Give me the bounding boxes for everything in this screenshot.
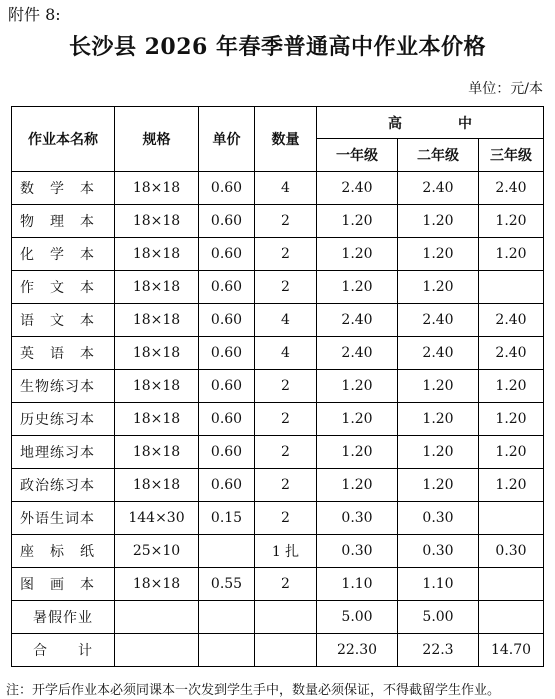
cell-grade-2: 1.20 xyxy=(398,469,479,502)
header-name: 作业本名称 xyxy=(12,107,115,172)
header-high-school: 高 中 xyxy=(317,107,544,139)
cell-price: 0.60 xyxy=(199,304,255,337)
cell-quantity: 2 xyxy=(255,205,317,238)
cell-spec: 18×18 xyxy=(115,436,199,469)
header-spec: 规格 xyxy=(115,107,199,172)
cell-grade-3: 1.20 xyxy=(479,403,544,436)
cell-spec: 18×18 xyxy=(115,238,199,271)
cell-quantity: 4 xyxy=(255,304,317,337)
cell-grade-1: 22.30 xyxy=(317,634,398,667)
empty-cell xyxy=(115,634,199,667)
cell-grade-3: 1.20 xyxy=(479,205,544,238)
cell-price: 0.60 xyxy=(199,370,255,403)
cell-grade-1: 1.20 xyxy=(317,469,398,502)
table-row xyxy=(12,502,544,535)
cell-quantity: 2 xyxy=(255,238,317,271)
cell-grade-3: 14.70 xyxy=(479,634,544,667)
cell-price: 0.60 xyxy=(199,205,255,238)
cell-quantity: 2 xyxy=(255,403,317,436)
cell-name: 合 计 xyxy=(12,634,115,667)
cell-grade-3: 1.20 xyxy=(479,469,544,502)
cell-grade-2: 1.10 xyxy=(398,568,479,601)
empty-cell xyxy=(255,634,317,667)
cell-quantity: 2 xyxy=(255,568,317,601)
cell-grade-1: 1.20 xyxy=(317,205,398,238)
header-price: 单价 xyxy=(199,107,255,172)
cell-grade-3: 2.40 xyxy=(479,304,544,337)
cell-quantity: 2 xyxy=(255,436,317,469)
cell-price: 0.60 xyxy=(199,469,255,502)
cell-name: 历史练习本 xyxy=(12,403,115,436)
empty-cell xyxy=(199,601,255,634)
cell-grade-1: 1.20 xyxy=(317,403,398,436)
table-row xyxy=(12,436,544,469)
cell-spec: 18×18 xyxy=(115,205,199,238)
cell-grade-3: 2.40 xyxy=(479,337,544,370)
cell-name: 座 标 纸 xyxy=(12,535,115,568)
cell-price: 0.60 xyxy=(199,271,255,304)
cell-spec: 18×18 xyxy=(115,304,199,337)
price-table xyxy=(11,106,544,667)
cell-grade-1: 1.20 xyxy=(317,436,398,469)
cell-price: 0.60 xyxy=(199,337,255,370)
cell-spec: 18×18 xyxy=(115,568,199,601)
cell-grade-2: 0.30 xyxy=(398,502,479,535)
cell-name: 语 文 本 xyxy=(12,304,115,337)
cell-grade-2: 1.20 xyxy=(398,271,479,304)
cell-name: 政治练习本 xyxy=(12,469,115,502)
cell-price: 0.15 xyxy=(199,502,255,535)
table-row xyxy=(12,337,544,370)
cell-name: 数 学 本 xyxy=(12,172,115,205)
cell-grade-3: 2.40 xyxy=(479,172,544,205)
header-grade-1: 一年级 xyxy=(317,139,398,172)
cell-spec: 18×18 xyxy=(115,403,199,436)
cell-grade-3: 0.30 xyxy=(479,535,544,568)
cell-grade-3 xyxy=(479,271,544,304)
cell-name: 地理练习本 xyxy=(12,436,115,469)
table-row xyxy=(12,370,544,403)
table-row xyxy=(12,535,544,568)
cell-price: 0.60 xyxy=(199,238,255,271)
cell-name: 化 学 本 xyxy=(12,238,115,271)
empty-cell xyxy=(199,634,255,667)
cell-grade-2: 2.40 xyxy=(398,337,479,370)
table-row xyxy=(12,568,544,601)
unit-label: 单位：元/本 xyxy=(468,81,543,97)
cell-grade-1: 2.40 xyxy=(317,304,398,337)
cell-quantity: 2 xyxy=(255,502,317,535)
page-title: 长沙县 2026 年春季普通高中作业本价格 xyxy=(68,34,487,60)
cell-grade-1: 0.30 xyxy=(317,502,398,535)
cell-quantity: 2 xyxy=(255,370,317,403)
cell-spec: 144×30 xyxy=(115,502,199,535)
table-row xyxy=(12,238,544,271)
cell-spec: 25×10 xyxy=(115,535,199,568)
cell-price: 0.60 xyxy=(199,172,255,205)
cell-grade-1: 1.20 xyxy=(317,271,398,304)
total-row xyxy=(12,634,544,667)
cell-grade-1: 1.20 xyxy=(317,238,398,271)
cell-name: 英 语 本 xyxy=(12,337,115,370)
cell-spec: 18×18 xyxy=(115,337,199,370)
table-row xyxy=(12,469,544,502)
cell-grade-1: 1.20 xyxy=(317,370,398,403)
cell-name: 图 画 本 xyxy=(12,568,115,601)
cell-quantity: 1 扎 xyxy=(255,535,317,568)
cell-name: 作 文 本 xyxy=(12,271,115,304)
cell-grade-1: 2.40 xyxy=(317,172,398,205)
cell-grade-3: 1.20 xyxy=(479,370,544,403)
table-row xyxy=(12,271,544,304)
cell-price xyxy=(199,535,255,568)
cell-grade-2: 1.20 xyxy=(398,436,479,469)
table-row xyxy=(12,205,544,238)
cell-grade-2: 1.20 xyxy=(398,403,479,436)
table-row xyxy=(12,172,544,205)
cell-name: 外语生词本 xyxy=(12,502,115,535)
cell-grade-3 xyxy=(479,568,544,601)
cell-grade-2: 1.20 xyxy=(398,205,479,238)
cell-grade-2: 22.3 xyxy=(398,634,479,667)
cell-grade-1: 5.00 xyxy=(317,601,398,634)
footnote: 注：开学后作业本必须同课本一次发到学生手中，数量必须保证，不得截留学生作业。 xyxy=(6,683,501,698)
cell-spec: 18×18 xyxy=(115,370,199,403)
cell-quantity: 4 xyxy=(255,337,317,370)
cell-grade-1: 2.40 xyxy=(317,337,398,370)
cell-grade-1: 0.30 xyxy=(317,535,398,568)
cell-name: 暑假作业 xyxy=(12,601,115,634)
cell-grade-2: 2.40 xyxy=(398,172,479,205)
cell-grade-2: 1.20 xyxy=(398,238,479,271)
cell-name: 生物练习本 xyxy=(12,370,115,403)
cell-quantity: 2 xyxy=(255,271,317,304)
cell-grade-3 xyxy=(479,502,544,535)
cell-grade-1: 1.10 xyxy=(317,568,398,601)
cell-price: 0.60 xyxy=(199,436,255,469)
cell-grade-2: 5.00 xyxy=(398,601,479,634)
cell-quantity: 2 xyxy=(255,469,317,502)
cell-grade-2: 2.40 xyxy=(398,304,479,337)
cell-price: 0.60 xyxy=(199,403,255,436)
header-grade-3: 三年级 xyxy=(479,139,544,172)
cell-price: 0.55 xyxy=(199,568,255,601)
cell-spec: 18×18 xyxy=(115,271,199,304)
cell-grade-2: 0.30 xyxy=(398,535,479,568)
header-grade-2: 二年级 xyxy=(398,139,479,172)
header-quantity: 数量 xyxy=(255,107,317,172)
empty-cell xyxy=(255,601,317,634)
table-row xyxy=(12,403,544,436)
cell-spec: 18×18 xyxy=(115,469,199,502)
cell-name: 物 理 本 xyxy=(12,205,115,238)
attachment-label: 附件 8: xyxy=(8,5,61,24)
empty-cell xyxy=(115,601,199,634)
cell-quantity: 4 xyxy=(255,172,317,205)
cell-grade-2: 1.20 xyxy=(398,370,479,403)
cell-grade-3: 1.20 xyxy=(479,238,544,271)
cell-grade-3: 1.20 xyxy=(479,436,544,469)
cell-spec: 18×18 xyxy=(115,172,199,205)
cell-grade-3 xyxy=(479,601,544,634)
summer-row xyxy=(12,601,544,634)
table-row xyxy=(12,304,544,337)
